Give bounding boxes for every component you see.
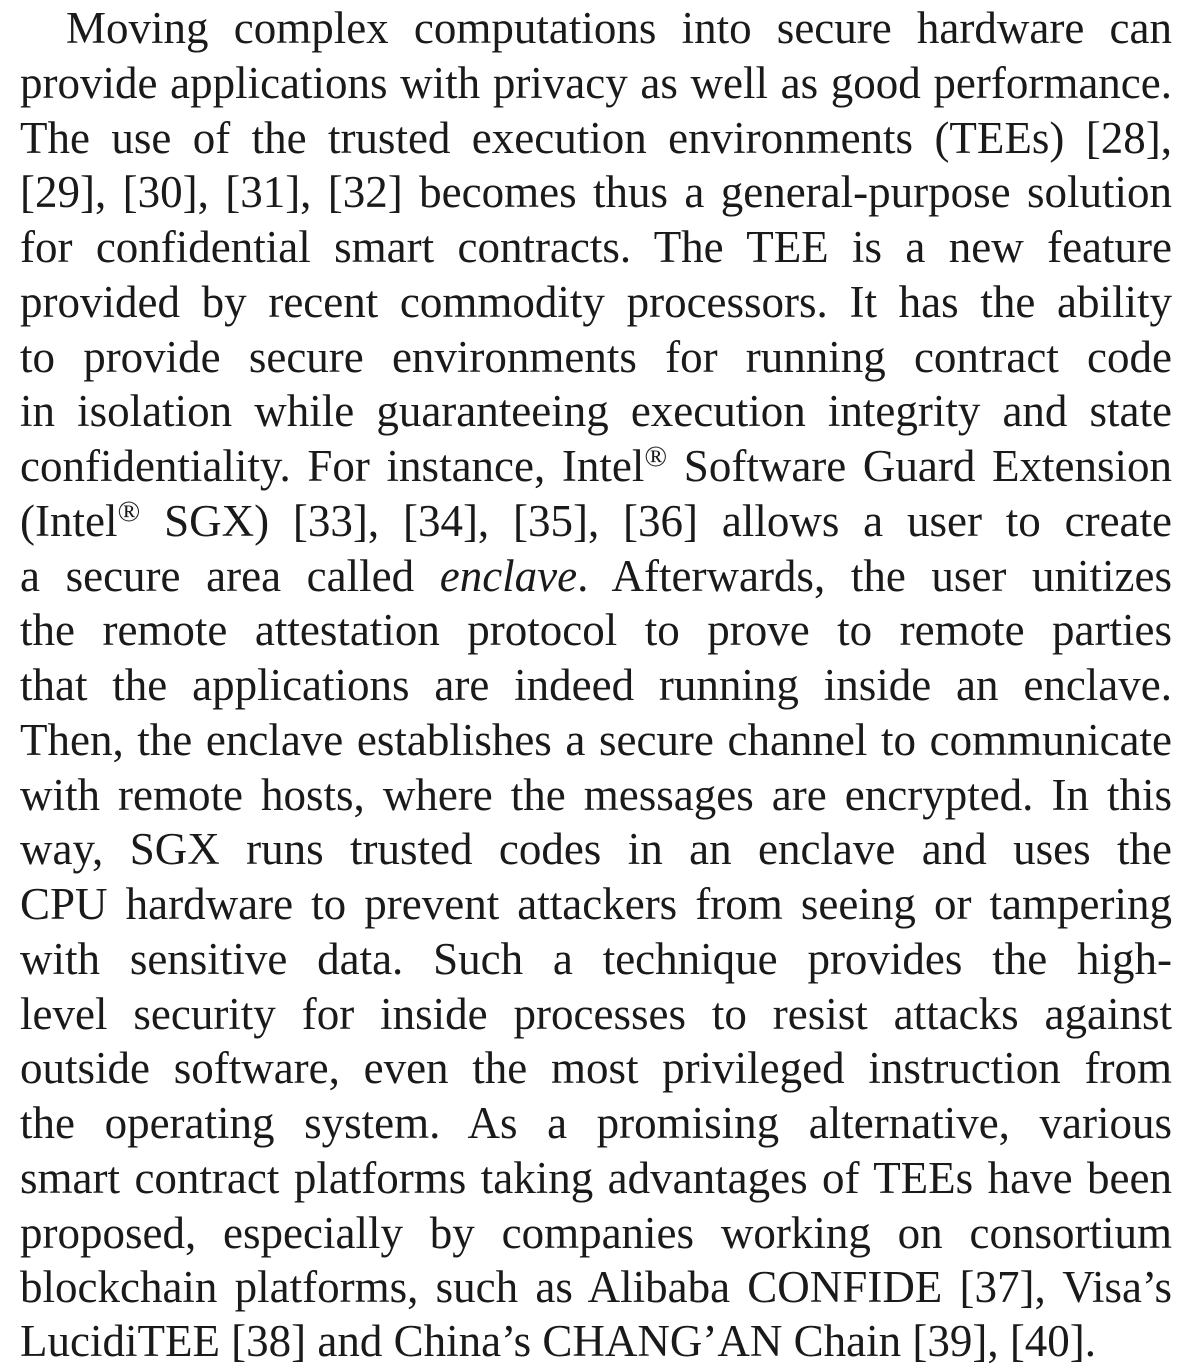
text-line-25: LucidiTEE [38] and China’s CHANG’AN Chain [39], [40]. <box>20 1316 1097 1366</box>
text-line-9 <box>20 438 1172 494</box>
text-line-16: way, SGX runs trusted codes in an enclave and uses the <box>20 824 1172 874</box>
text-line-6: provided by recent commodity processors. It has the ability <box>20 277 1172 327</box>
text-line-17: CPU hardware to prevent attackers from seeing or tampering <box>20 879 1172 929</box>
text-line-24: blockchain platforms, such as Alibaba CONFIDE [37], Visa’s <box>20 1262 1172 1312</box>
text-line-18: with sensitive data. Such a technique provides the high- <box>20 934 1172 984</box>
text-line-10 <box>20 493 1172 549</box>
text-line-21: the operating system. As a promising alternative, various <box>20 1098 1172 1148</box>
text-line-12: the remote attestation protocol to prove to remote parties <box>20 605 1172 655</box>
text-line-15: with remote hosts, where the messages are encrypted. In this <box>20 770 1172 820</box>
text-fragment: . Afterwards, the user unitizes <box>577 551 1172 601</box>
text-line-23: proposed, especially by companies working on consortium <box>20 1208 1172 1258</box>
text-fragment: a secure area called <box>20 551 440 601</box>
registered-mark: ® <box>644 440 668 473</box>
registered-mark: ® <box>117 495 141 528</box>
text-line-2: provide applications with privacy as well as good performance. <box>20 58 1172 108</box>
paper-page <box>20 0 1172 1370</box>
emphasized-term: enclave <box>439 551 578 601</box>
text-line-20: outside software, even the most privileged instruction from <box>20 1043 1172 1093</box>
text-line-8: in isolation while guaranteeing execution integrity and state <box>20 386 1172 436</box>
text-line-1: Moving complex computations into secure hardware can <box>66 3 1172 53</box>
text-line-3: The use of the trusted execution environments (TEEs) [28], <box>20 113 1172 163</box>
text-line-14: Then, the enclave establishes a secure channel to communicate <box>20 715 1172 765</box>
text-fragment: SGX) [33], [34], [35], [36] allows a user to create <box>140 496 1172 546</box>
text-fragment: confidentiality. For instance, Intel <box>20 441 645 491</box>
text-line-13: that the applications are indeed running inside an enclave. <box>20 660 1172 710</box>
text-line-7: to provide secure environments for running contract code <box>20 332 1172 382</box>
text-line-4: [29], [30], [31], [32] becomes thus a general-purpose solution <box>20 167 1172 217</box>
text-line-5: for confidential smart contracts. The TEE is a new feature <box>20 222 1172 272</box>
text-line-22: smart contract platforms taking advantages of TEEs have been <box>20 1153 1172 1203</box>
text-line-19: level security for inside processes to resist attacks against <box>20 989 1172 1039</box>
text-fragment: Software Guard Extension <box>667 441 1172 491</box>
text-line-11 <box>20 548 1172 604</box>
text-fragment: (Intel <box>20 496 118 546</box>
